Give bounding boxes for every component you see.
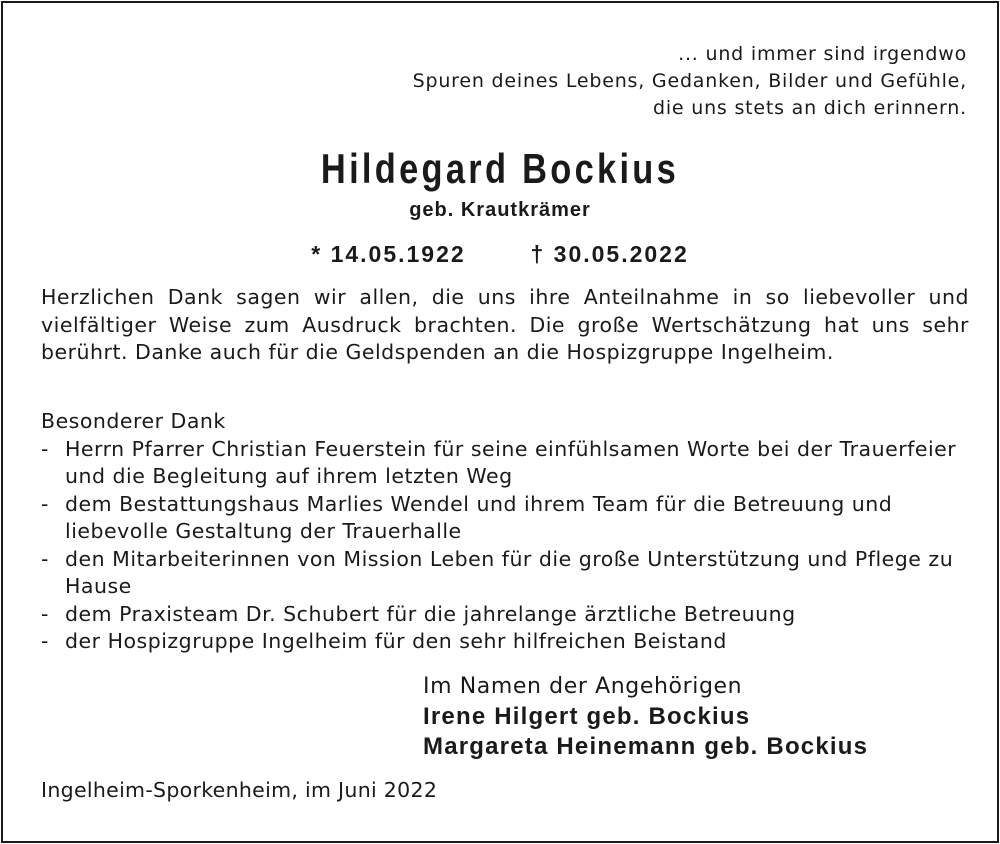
deceased-name: Hildegard Bockius <box>320 145 680 192</box>
list-item-text: dem Bestattungshaus Marlies Wendel und ihrem Team für die Betreuung und liebevolle Gestaltung der Trauerhalle <box>65 491 893 543</box>
list-item-text: den Mitarbeiterinnen von Mission Leben für die große Unterstützung und Pflege zu Hause <box>65 546 954 598</box>
list-item: - den Mitarbeiterinnen von Mission Leben für die große Unterstützung und Pflege zu Hause <box>41 546 954 598</box>
birth-symbol: * <box>311 241 323 267</box>
special-thanks <box>41 408 971 656</box>
list-item: - Herrn Pfarrer Christian Feuerstein für seine einfühlsamen Worte bei der Trauerfeier und die Begleitung auf ihrem letzten Weg <box>41 436 957 488</box>
list-item-text: Herrn Pfarrer Christian Feuerstein für seine einfühlsamen Worte bei der Trauerfeier und die Begleitung auf ihrem letzten Weg <box>65 436 957 488</box>
place-date: Ingelheim-Sporkenheim, im Juni 2022 <box>41 778 438 802</box>
obituary-notice <box>1 1 999 843</box>
list-item: - dem Bestattungshaus Marlies Wendel und ihrem Team für die Betreuung und liebevolle Gestaltung der Trauerhalle <box>41 491 893 543</box>
signoff-intro: Im Namen der Angehörigen <box>423 674 743 699</box>
special-thanks-heading: Besonderer Dank <box>41 409 226 433</box>
death-symbol: † <box>530 241 546 267</box>
thanks-paragraph: Herzlichen Dank sagen wir allen, die uns ihre Anteilnahme in so liebevoller und vielfältiger Weise zum Ausdruck brachten. Die große Wertschätzung hat uns sehr berührt. Danke auch für die Geldspenden an die Hospizgruppe Ingelheim. <box>41 285 969 364</box>
list-item: - der Hospizgruppe Ingelheim für den sehr hilfreichen Beistand <box>41 629 727 653</box>
memorial-quote <box>413 41 967 122</box>
list-item-text: der Hospizgruppe Ingelheim für den sehr hilfreichen Beistand <box>65 629 727 653</box>
quote-line: Spuren deines Lebens, Gedanken, Bilder und Gefühle, <box>412 70 967 92</box>
relative-name: Margareta Heinemann geb. Bockius <box>423 733 869 760</box>
signoff <box>423 672 868 762</box>
quote-line: ... und immer sind irgendwo <box>678 43 967 65</box>
special-thanks-list <box>41 436 971 656</box>
relative-name: Irene Hilgert geb. Bockius <box>423 703 751 730</box>
list-item: - dem Praxisteam Dr. Schubert für die jahrelange ärztliche Betreuung <box>41 601 796 626</box>
list-item-text: dem Praxisteam Dr. Schubert für die jahrelange ärztliche Betreuung <box>65 601 796 626</box>
birth-name: geb. Krautkrämer <box>409 199 591 221</box>
quote-line: die uns stets an dich erinnern. <box>652 97 967 119</box>
life-dates <box>3 241 997 268</box>
birth-date: 14.05.1922 <box>330 241 466 267</box>
death-date: 30.05.2022 <box>553 241 689 267</box>
